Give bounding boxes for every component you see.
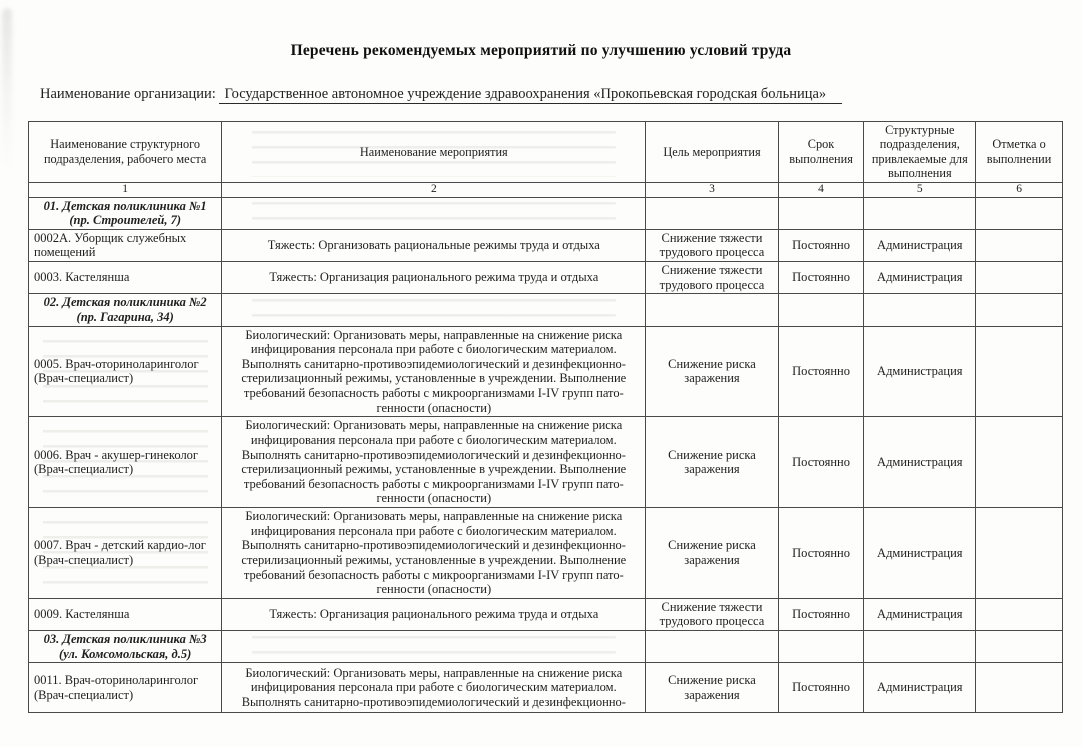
measure-cell: Биологический: Организовать меры, направленные на снижение риска инфицирования персонала при работе с биологическим материалом. Выполнять санитарно-противоэпидемиологический и дезинфекционно-стерилизационный режимы, установленные в учреждении. Выполнение требований безопасность работы с микроорганизмами I-IV групп пато-генности (опасности): [222, 508, 646, 599]
measure-cell: Биологический: Организовать меры, направленные на снижение риска инфицирования персонала при работе с биологическим материалом. Выполнять санитарно-противоэпидемиологический и дезинфекционно-: [222, 663, 646, 713]
department-cell: Администрация: [864, 663, 976, 713]
mark-cell: [976, 229, 1063, 261]
department-cell: Администрация: [864, 326, 976, 417]
empty-mark-cell: [976, 197, 1063, 229]
term-cell: Постоянно: [778, 326, 864, 417]
organization-name: Государственное автономное учреждение здравоохранения «Прокопьевская городская больница»: [219, 86, 842, 104]
scan-artifact: [2, 8, 12, 168]
department-cell: Администрация: [864, 262, 976, 294]
empty-mark-cell: [976, 631, 1063, 663]
workplace-cell: 0002А. Уборщик служебных помещений: [29, 229, 222, 261]
measures-table: [28, 121, 1063, 713]
table-header-row: [29, 122, 1063, 183]
column-number: 6: [976, 182, 1063, 197]
section-title-cell: [29, 197, 222, 229]
measure-row: [29, 326, 1063, 417]
empty-term-cell: [778, 197, 864, 229]
empty-mark-cell: [976, 294, 1063, 326]
empty-measure-cell: [222, 294, 646, 326]
section-row: [29, 197, 1063, 229]
column-number: 4: [778, 182, 864, 197]
organization-label: Наименование организации:: [40, 86, 216, 102]
mark-cell: [976, 598, 1063, 630]
measure-row: [29, 229, 1063, 261]
empty-term-cell: [778, 294, 864, 326]
empty-goal-cell: [646, 631, 778, 663]
goal-cell: Снижение тяжести трудового процесса: [646, 262, 778, 294]
goal-cell: Снижение риска заражения: [646, 326, 778, 417]
empty-term-cell: [778, 631, 864, 663]
workplace-cell: 0011. Врач-оториноларинголог (Врач-специалист): [29, 663, 222, 713]
empty-department-cell: [864, 294, 976, 326]
column-number-row: [29, 182, 1063, 197]
measure-cell: Биологический: Организовать меры, направленные на снижение риска инфицирования персонала при работе с биологическим материалом. Выполнять санитарно-противоэпидемиологический и дезинфекционно-стерилизационный режимы, установленные в учреждении. Выполнение требований безопасность работы с микроорганизмами I-IV групп пато-генности (опасности): [222, 417, 646, 508]
empty-goal-cell: [646, 294, 778, 326]
term-cell: Постоянно: [778, 229, 864, 261]
workplace-cell: 0003. Кастелянша: [29, 262, 222, 294]
empty-goal-cell: [646, 197, 778, 229]
mark-cell: [976, 417, 1063, 508]
mark-cell: [976, 326, 1063, 417]
goal-cell: Снижение тяжести трудового процесса: [646, 229, 778, 261]
term-cell: Постоянно: [778, 663, 864, 713]
measure-row: [29, 508, 1063, 599]
section-row: [29, 631, 1063, 663]
column-number: 3: [646, 182, 778, 197]
measure-cell: Тяжесть: Организовать рациональные режимы труда и отдыха: [222, 229, 646, 261]
document-title: Перечень рекомендуемых мероприятий по улучшению условий труда: [290, 42, 792, 59]
mark-cell: [976, 663, 1063, 713]
measure-cell: Тяжесть: Организация рационального режима труда и отдыха: [222, 262, 646, 294]
column-number: 5: [864, 182, 976, 197]
goal-cell: Снижение риска заражения: [646, 508, 778, 599]
col-header-workplace: Наименование структурного подразделения, рабочего места: [29, 122, 222, 183]
col-header-goal: Цель мероприятия: [646, 122, 778, 183]
term-cell: Постоянно: [778, 417, 864, 508]
goal-cell: Снижение тяжести трудового процесса: [646, 598, 778, 630]
mark-cell: [976, 508, 1063, 599]
measure-row: [29, 262, 1063, 294]
goal-cell: Снижение риска заражения: [646, 663, 778, 713]
department-cell: Администрация: [864, 229, 976, 261]
workplace-cell: 0009. Кастелянша: [29, 598, 222, 630]
workplace-cell: 0007. Врач - детский кардио-лог (Врач-специалист): [29, 508, 222, 599]
workplace-cell: 0005. Врач-оториноларинголог (Врач-специалист): [29, 326, 222, 417]
column-number: 1: [29, 182, 222, 197]
section-title: 03. Детская поликлиника №3: [43, 632, 207, 646]
goal-cell: Снижение риска заражения: [646, 417, 778, 508]
department-cell: Администрация: [864, 508, 976, 599]
empty-measure-cell: [222, 631, 646, 663]
empty-measure-cell: [222, 197, 646, 229]
term-cell: Постоянно: [778, 262, 864, 294]
col-header-measure: Наименование мероприятия: [222, 122, 646, 183]
measure-cell: Биологический: Организовать меры, направленные на снижение риска инфицирования персонала при работе с биологическим материалом. Выполнять санитарно-противоэпидемиологический и дезинфекционно-стерилизационный режимы, установленные в учреждении. Выполнение требований безопасность работы с микроорганизмами I-IV групп пато-генности (опасности): [222, 326, 646, 417]
section-address: (ул. Комсомольская, д.5): [59, 646, 192, 661]
col-header-mark: Отметка о выполнении: [976, 122, 1063, 183]
col-header-department: Структурные подразделения, привлекаемые для выполнения: [864, 122, 976, 183]
section-title: 01. Детская поликлиника №1: [43, 198, 207, 213]
measure-cell: Тяжесть: Организация рационального режима труда и отдыха: [222, 598, 646, 630]
empty-department-cell: [864, 197, 976, 229]
column-number: 2: [222, 182, 646, 197]
section-title: 02. Детская поликлиника №2: [43, 295, 207, 310]
measure-row: [29, 598, 1063, 630]
section-title-cell: [29, 631, 222, 663]
department-cell: Администрация: [864, 598, 976, 630]
department-cell: Администрация: [864, 417, 976, 508]
measure-row: [29, 417, 1063, 508]
workplace-cell: 0006. Врач - акушер-гинеколог (Врач-специалист): [29, 417, 222, 508]
section-address: (пр. Строителей, 7): [69, 213, 182, 228]
organization-line: [40, 86, 1064, 103]
measure-row: [29, 663, 1063, 713]
col-header-term: Срок выполнения: [778, 122, 864, 183]
empty-department-cell: [864, 631, 976, 663]
section-row: [29, 294, 1063, 326]
mark-cell: [976, 262, 1063, 294]
term-cell: Постоянно: [778, 508, 864, 599]
term-cell: Постоянно: [778, 598, 864, 630]
section-address: (пр. Гагарина, 34): [76, 309, 174, 324]
section-title-cell: [29, 294, 222, 326]
